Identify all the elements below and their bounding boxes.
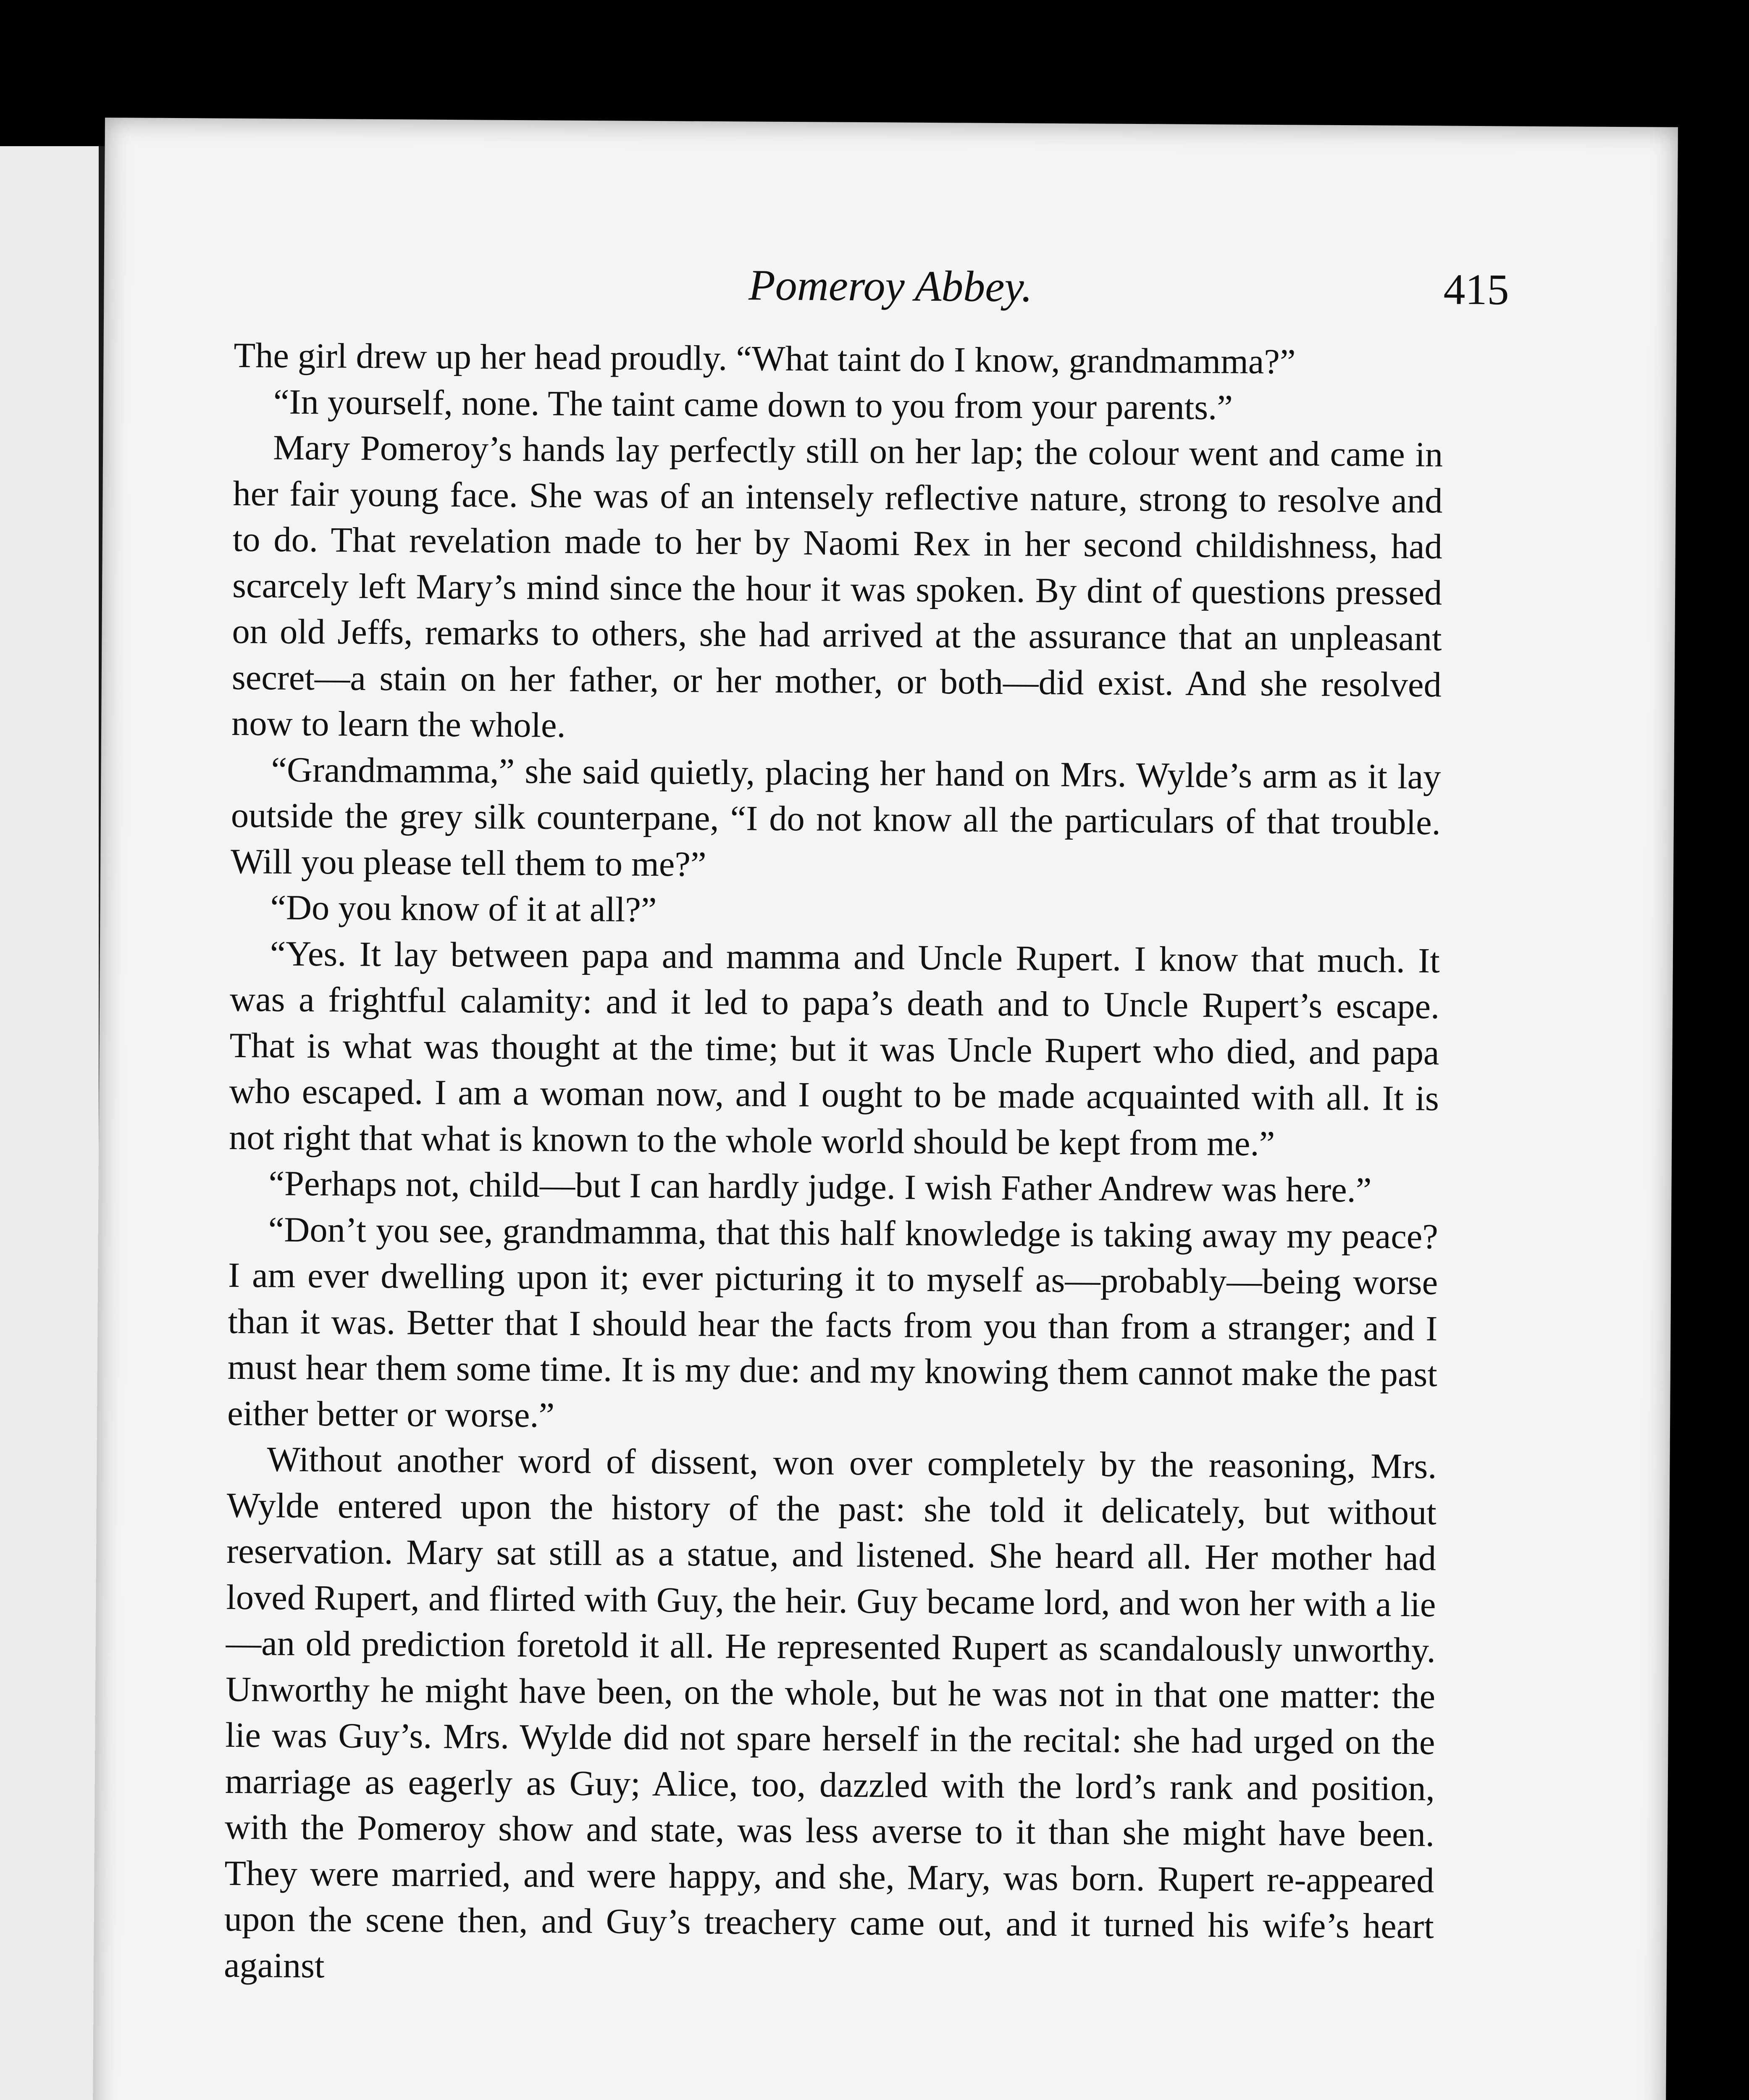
paragraph: “Yes. It lay between papa and mamma and Uncle Rupert. I know that much. It was a frightful calamity: and it led to papa’s death and to Uncle Rupert’s escape. That is what was thought at the time; but it was Uncle Rupert who died, and papa who escaped. I am a woman now, and I ought to be made acquainted with all. It is not right that what is known to the whole world should be kept from me.”	[228, 934, 1440, 1163]
running-title: Pomeroy Abbey.	[748, 261, 1033, 311]
paragraph: “In yourself, none. The taint came down to you from your parents.”	[273, 382, 1233, 427]
page-header	[104, 248, 1677, 325]
body-text	[224, 333, 1444, 1996]
paragraph: “Do you know of it at all?”	[270, 888, 657, 930]
paragraph: The girl drew up her head proudly. “What taint do I know, grandmamma?”	[234, 336, 1296, 382]
page-number: 415	[1443, 265, 1509, 314]
paragraph: “Don’t you see, grandmamma, that this half knowledge is taking away my peace? I am ever dwelling upon it; ever picturing it to myself as—probably—being worse than it was. Better that I should hear the facts from you than from a stranger; and I must hear them some time. It is my due: and my knowing them cannot make the past either better or worse.”	[227, 1210, 1439, 1435]
paragraph: “Perhaps not, child—but I can hardly judge. I wish Father Andrew was here.”	[268, 1164, 1372, 1210]
book-page	[89, 118, 1678, 2100]
paragraph: “Grandmamma,” she said quietly, placing her hand on Mrs. Wylde’s arm as it lay outside the grey silk counterpane, “I do not know all the particulars of that trouble. Will you please tell them to me?”	[230, 750, 1441, 884]
paragraph: Without another word of dissent, won over completely by the reasoning, Mrs. Wylde entered upon the history of the past: she told it delicately, but without reservation. Mary sat still as a statue, and listened. She heard all. Her mother had loved Rupert, and flirted with Guy, the heir. Guy became lord, and won her with a lie—an old prediction foretold it all. He represented Rupert as scandalously unworthy. Unworthy he might have been, on the whole, but he was not in that one matter: the lie was Guy’s. Mrs. Wylde did not spare herself in the recital: she had urged on the marriage as eagerly as Guy; Alice, too, dazzled with the lord’s rank and position, with the Pomeroy show and state, was less averse to it than she might have been. They were married, and were happy, and she, Mary, was born. Rupert re-appeared upon the scene then, and Guy’s treachery came out, and it turned his wife’s heart against	[223, 1440, 1437, 1985]
paragraph: Mary Pomeroy’s hands lay perfectly still on her lap; the colour went and came in her fair young face. She was of an intensely reflective nature, strong to resolve and to do. That revelation made to her by Naomi Rex in her second childishness, had scarcely left Mary’s mind since the hour it was spoken. By dint of questions pressed on old Jeffs, remarks to others, she had arrived at the assurance that an unpleasant secret—a stain on her father, or her mother, or both—did exist. And she resolved now to learn the whole.	[231, 428, 1443, 745]
previous-page-edge	[0, 146, 105, 2100]
